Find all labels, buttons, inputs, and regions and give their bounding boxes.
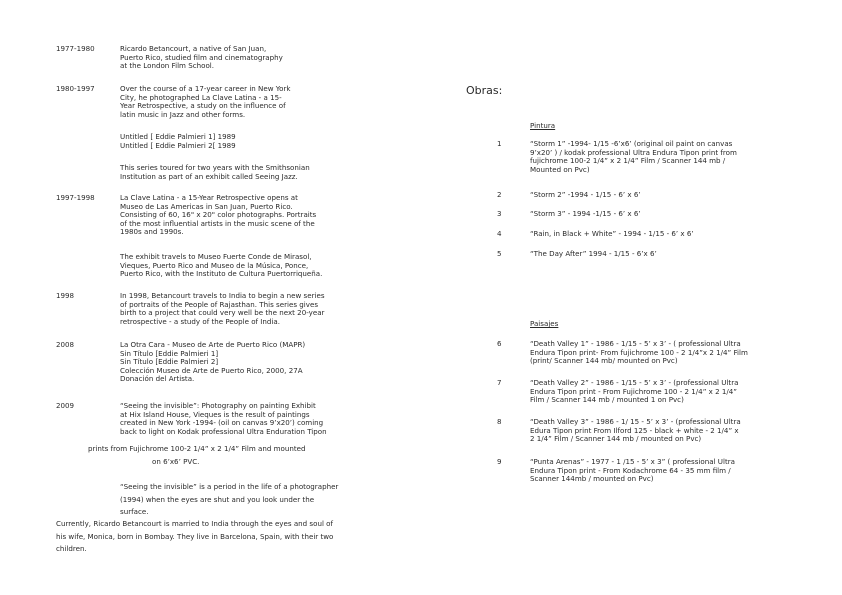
bio-year: 1997-1998	[56, 193, 95, 202]
work-line: Endura Tipon print - From Fujichrome 100 - 2 1/4” x 2 1/4”	[530, 386, 737, 396]
work-line: “Storm 3” - 1994 -1/15 - 6’ x 6’	[530, 209, 641, 218]
bio-line: of portraits of the People of Rajasthan. This series gives	[120, 299, 319, 309]
work-line: Edura Tipon print From Ilford 125 - black + white - 2 1/4” x	[530, 425, 739, 435]
bio-line: Donación del Artista.	[120, 374, 195, 384]
bio-paragraph	[120, 164, 375, 181]
work-line: (print/ Scanner 144 mb/ mounted on Pvc)	[530, 356, 678, 366]
bio-year: 1977-1980	[56, 44, 95, 53]
bio-paragraph	[120, 481, 375, 519]
bio-line: 1980s and 1990s.	[120, 227, 184, 237]
work-line: Endura Tipon print - From Kodachrome 64 - 35 mm film /	[530, 465, 731, 475]
bio-paragraph	[120, 45, 375, 71]
bio-paragraph	[120, 341, 375, 384]
bio-line: This series toured for two years with the Smithsonian	[120, 163, 310, 172]
work-number: 2	[497, 190, 502, 199]
bio-closing	[56, 518, 333, 556]
bio-line: created in New York -1994- (oil on canvas 9’x20’) coming	[120, 418, 324, 428]
bio-line: back to light on Kodak professional Ultra Enduration Tipon	[120, 426, 327, 436]
work-entry	[530, 210, 790, 219]
work-line: “Death Valley 3” - 1986 - 1/ 15 - 5’ x 3’ - (professional Ultra	[530, 417, 741, 426]
bio-line: Institution as part of an exhibit called Seeing Jazz.	[120, 171, 298, 181]
bio-year: 2008	[56, 340, 75, 349]
bio-line: birth to a project that could very well be the next 20-year	[120, 308, 325, 318]
work-line: Scanner 144mb / mounted on Pvc)	[530, 474, 654, 484]
bio-line: Untitled [ Eddie Palmieri 2[ 1989	[120, 140, 236, 150]
bio-paragraph	[120, 133, 375, 150]
bio-paragraph	[120, 253, 375, 279]
bio-line: The exhibit travels to Museo Fuerte Conde de Mirasol,	[120, 252, 312, 261]
work-line: Endura Tipon print- From fujichrome 100 - 2 1/4”x 2 1/4” Film	[530, 347, 748, 357]
work-number: 7	[497, 378, 502, 387]
work-line: “Punta Arenas” - 1977 - 1 /15 - 5’ x 3” ( professional Ultra	[530, 457, 736, 466]
work-number: 4	[497, 229, 502, 238]
bio-line: Museo de Las Americas in San Juan, Puerto Rico.	[120, 201, 293, 211]
bio-line: Sin Título [Eddie Palmieri 2]	[120, 357, 219, 367]
bio-line: surface.	[120, 507, 149, 516]
bio-line: City, he photographed La Clave Latina - a 15-	[120, 92, 282, 102]
work-number: 6	[497, 339, 502, 348]
work-entry	[530, 191, 790, 200]
bio-paragraph	[120, 85, 375, 119]
bio-line: Ricardo Betancourt, a native of San Juan,	[120, 44, 267, 53]
bio-line: “Seeing the invisible” is a period in the life of a photographer	[120, 482, 339, 491]
work-line: “Rain, in Black + White” - 1994 - 1/15 - 6’ x 6’	[530, 229, 694, 238]
work-number: 5	[497, 249, 502, 258]
bio-year: 2009	[56, 401, 75, 410]
bio-line: In 1998, Betancourt travels to India to begin a new series	[120, 291, 325, 300]
bio-line: “Seeing the invisible”: Photography on painting Exhibit	[120, 401, 316, 410]
work-entry	[530, 250, 790, 259]
bio-line: Consisting of 60, 16" x 20" color photographs. Portraits	[120, 210, 317, 220]
bio-paragraph	[120, 292, 375, 326]
bio-line: latin music in Jazz and other forms.	[120, 109, 246, 119]
work-line: “Storm 1” -1994- 1/15 -6’x6’ (original oil paint on canvas	[530, 139, 733, 148]
work-line: “The Day After” 1994 - 1/15 - 6’x 6’	[530, 249, 657, 258]
work-line: “Death Valley 2” - 1986 - 1/15 - 5’ x 3’ - (professional Ultra	[530, 378, 739, 387]
bio-line: at the London Film School.	[120, 61, 215, 71]
section-label-pintura: Pintura	[530, 121, 556, 130]
bio-line: La Otra Cara - Museo de Arte de Puerto Rico (MAPR)	[120, 340, 306, 349]
bio-continuation: on 6’x6’ PVC.	[152, 457, 200, 466]
bio-paragraph	[120, 402, 375, 436]
work-line: Mounted on Pvc)	[530, 164, 590, 174]
bio-line: Over the course of a 17-year career in New York	[120, 84, 291, 93]
bio-paragraph	[120, 194, 375, 237]
work-line: “Storm 2” -1994 - 1/15 - 6’ x 6’	[530, 190, 641, 199]
bio-year: 1998	[56, 291, 75, 300]
bio-line: his wife, Monica, born in Bombay. They live in Barcelona, Spain, with their two	[56, 531, 334, 541]
work-line: 2 1/4” Film / Scanner 144 mb / mounted on Pvc)	[530, 434, 702, 444]
bio-line: Puerto Rico, with the Instituto de Cultura Puertorriqueña.	[120, 269, 323, 279]
work-number: 8	[497, 417, 502, 426]
work-line: Film / Scanner 144 mb / mounted 1 on Pvc)	[530, 395, 684, 405]
bio-line: Vieques, Puerto Rico and Museo de la Música, Ponce,	[120, 260, 309, 270]
bio-continuation: prints from Fujichrome 100-2 1/4” x 2 1/4” Film and mounted	[88, 444, 306, 453]
work-line: fujichrome 100-2 1/4” x 2 1/4” Film / Scanner 144 mb /	[530, 156, 726, 166]
bio-line: children.	[56, 544, 87, 553]
works-title: Obras:	[466, 84, 503, 97]
bio-line: Puerto Rico, studied film and cinematography	[120, 52, 283, 62]
work-entry	[530, 340, 790, 366]
work-number: 1	[497, 139, 502, 148]
work-entry	[530, 140, 790, 174]
bio-line: Currently, Ricardo Betancourt is married to India through the eyes and soul of	[56, 519, 334, 528]
work-line: 9’x20’ ) / kodak professional Ultra Endura Tipon print from	[530, 147, 737, 157]
bio-line: of the most influential artists in the music scene of the	[120, 218, 315, 228]
work-line: “Death Valley 1” - 1986 - 1/15 - 5’ x 3’ - ( professional Ultra	[530, 339, 741, 348]
section-label-paisajes: Paisajes	[530, 319, 559, 328]
work-number: 3	[497, 209, 502, 218]
bio-line: at Hix Island House, Vieques is the result of paintings	[120, 409, 310, 419]
bio-line: Sin Título [Eddie Palmieri 1]	[120, 348, 219, 358]
bio-line: Year Retrospective, a study on the influence of	[120, 101, 286, 111]
work-entry	[530, 230, 790, 239]
bio-line: (1994) when the eyes are shut and you look under the	[120, 494, 315, 504]
bio-year: 1980-1997	[56, 84, 95, 93]
bio-line: retrospective - a study of the People of India.	[120, 316, 280, 326]
bio-line: Untitled [ Eddie Palmieri 1] 1989	[120, 132, 236, 141]
bio-line: Colección Museo de Arte de Puerto Rico, 2000, 27A	[120, 365, 303, 375]
work-entry	[530, 379, 790, 405]
bio-line: La Clave Latina - a 15-Year Retrospective opens at	[120, 193, 298, 202]
work-number: 9	[497, 457, 502, 466]
work-entry	[530, 458, 790, 484]
work-entry	[530, 418, 790, 444]
